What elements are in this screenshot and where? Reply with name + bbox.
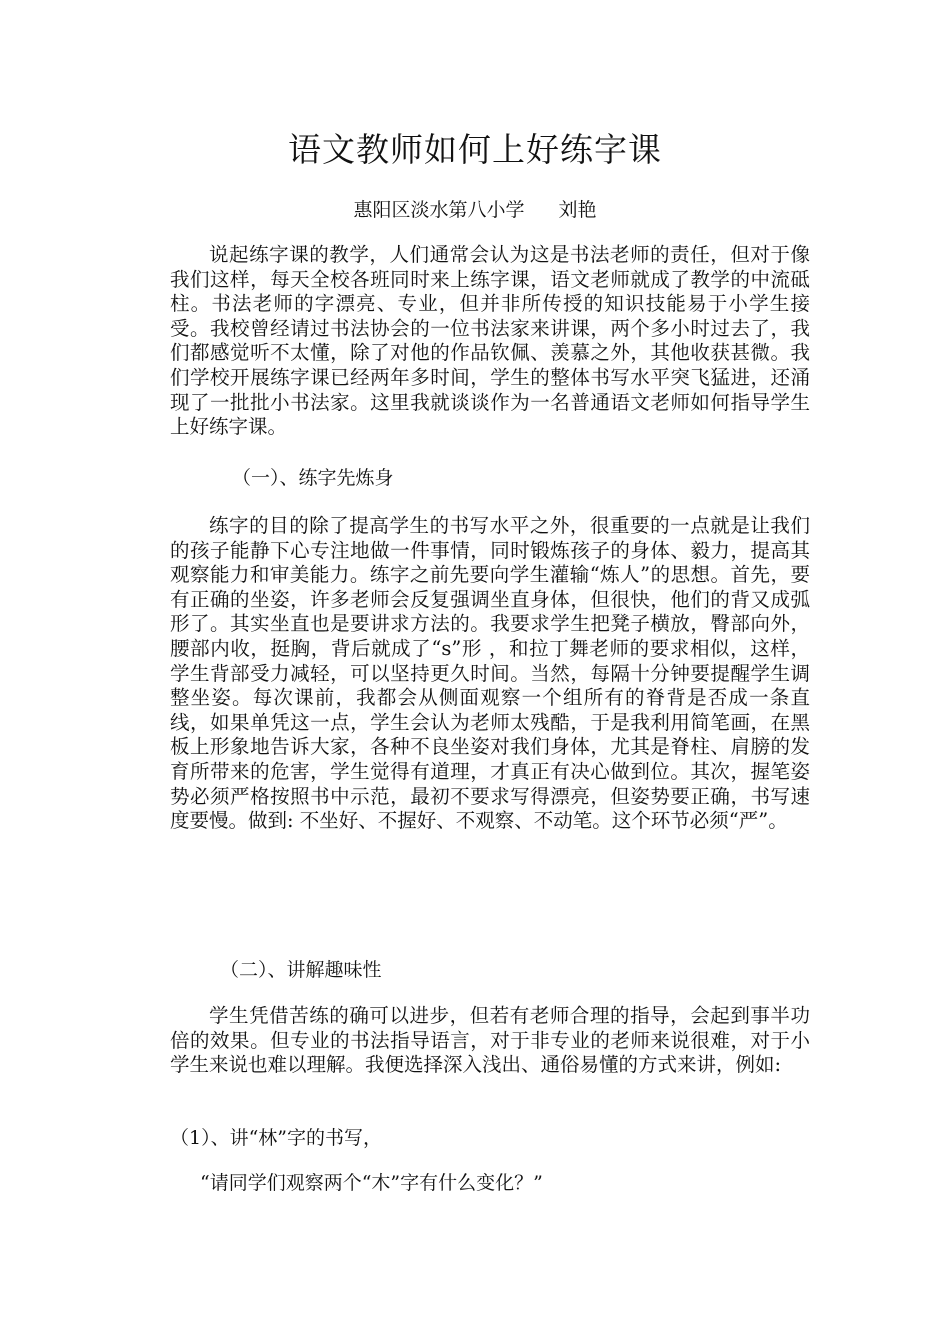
author-name: 刘艳 [558, 199, 597, 221]
document-title: 语文教师如何上好练字课 [288, 130, 662, 169]
section-2-heading: （二）、讲解趣味性 [220, 959, 382, 981]
section-1-paragraph: 练字的目的除了提高学生的书写水平之外，很重要的一点就是让我们的孩子能静下心专注地做一件事情，同时锻炼孩子的身体、毅力，提高其观察能力和审美能力。练字之前先要向学生灌输“炼人”的思想。首先，要有正确的坐姿，许多老师会反复强调坐直身体，但很快，他们的背又成弧形了。其实坐直也是要讲求方法的。我要求学生把凳子横放，臀部向外，腰部内收，挺胸，背后就成了“s”形 ，和拉丁舞老师的要求相似，这样，学生背部受力减轻，可以坚持更久时间。当然，每隔十分钟要提醒学生调整坐姿。每次课前，我都会从侧面观察一个组所有的脊背是否成一条直线，如果单凭这一点，学生会认为老师太残酷，于是我利用简笔画，在黑板上形象地告诉大家，各种不良坐姿对我们身体，尤其是脊柱、肩膀的发育所带来的危害，学生觉得有道理，才真正有决心做到位。其次，握笔姿势必须严格按照书中示范，最初不要求写得漂亮，但姿势要正确，书写速度要慢。做到: 不坐好、不握好、不观察、不动笔。这个环节必须“严”。 [170, 514, 810, 833]
byline [0, 196, 950, 224]
section-2-paragraph: 学生凭借苦练的确可以进步，但若有老师合理的指导，会起到事半功倍的效果。但专业的书法指导语言，对于非专业的老师来说很难，对于小学生来说也难以理解。我便选择深入浅出、通俗易懂的方式来讲，例如: [170, 1004, 810, 1077]
example-1-question: “请同学们观察两个“木”字有什么变化？” [200, 1172, 543, 1194]
intro-paragraph: 说起练字课的教学，人们通常会认为这是书法老师的责任，但对于像我们这样，每天全校各班同时来上练字课，语文老师就成了教学的中流砥柱。书法老师的字漂亮、专业，但并非所传授的知识技能易于小学生接受。我校曾经请过书法协会的一位书法家来讲课，两个多小时过去了，我们都感觉听不太懂，除了对他的作品钦佩、羡慕之外，其他收获甚微。我们学校开展练字课已经两年多时间，学生的整体书写水平突飞猛进，还涌现了一批批小书法家。这里我就谈谈作为一名普通语文老师如何指导学生上好练字课。 [170, 243, 810, 439]
section-1-heading: （一）、练字先炼身 [232, 467, 394, 489]
school-name: 惠阳区淡水第八小学 [353, 199, 525, 221]
example-1-heading: （1）、讲“林”字的书写， [170, 1127, 383, 1149]
